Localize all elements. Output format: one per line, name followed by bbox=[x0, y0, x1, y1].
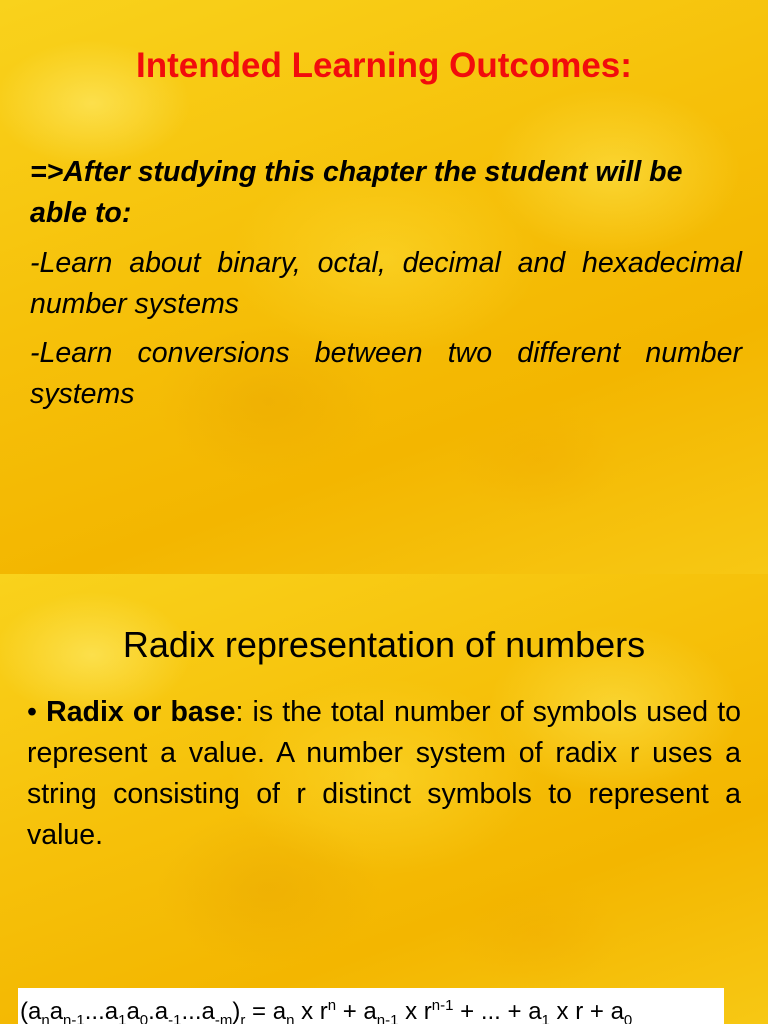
formula-part: .a bbox=[148, 998, 169, 1024]
formula-part: a bbox=[49, 998, 64, 1024]
outcomes-lead: =>After studying this chapter the student will be able to: bbox=[30, 156, 683, 229]
bullet: • bbox=[27, 696, 37, 728]
formula-superscript: n bbox=[327, 997, 337, 1014]
slide-title: Radix representation of numbers bbox=[122, 624, 646, 665]
formula-subscript: n bbox=[41, 1012, 50, 1024]
formula-subscript: -1 bbox=[168, 1012, 182, 1024]
formula-subscript: r bbox=[240, 1012, 246, 1024]
outcome-item: -Learn conversions between two different number systems bbox=[30, 337, 742, 410]
formula-subscript: -m bbox=[214, 1012, 233, 1024]
formula-part: x r + a bbox=[549, 998, 624, 1024]
formula-part: + a bbox=[336, 998, 377, 1024]
formula-subscript: 0 bbox=[139, 1012, 149, 1024]
formula-subscript: 0 bbox=[623, 1012, 633, 1024]
formula-part: + ... + a bbox=[453, 998, 542, 1024]
formula-superscript: n-1 bbox=[431, 997, 454, 1014]
formula-part: ) bbox=[232, 998, 241, 1024]
formula-part: ...a bbox=[181, 998, 215, 1024]
radix-formula bbox=[18, 988, 724, 1024]
formula-part: x r bbox=[294, 998, 328, 1024]
formula-part: a bbox=[126, 998, 140, 1024]
formula-part: (a bbox=[20, 998, 42, 1024]
formula-subscript: 1 bbox=[118, 1012, 127, 1024]
radix-definition-text: : is the total number of symbols used to represent a value. A number system of radix r uses a string consisting of r distinct symbols to represent a value. bbox=[27, 696, 742, 851]
formula-part: x r bbox=[398, 998, 432, 1024]
formula-subscript: n-1 bbox=[376, 1012, 399, 1024]
radix-term: Radix or base bbox=[46, 696, 236, 728]
formula-part: = a bbox=[245, 998, 287, 1024]
outcome-item: -Learn about binary, octal, decimal and hexadecimal number systems bbox=[30, 247, 742, 320]
slide-title: Intended Learning Outcomes: bbox=[136, 46, 632, 85]
formula-subscript: n-1 bbox=[63, 1012, 85, 1024]
slide-radix-representation bbox=[0, 574, 768, 1024]
formula-subscript: n bbox=[286, 1012, 295, 1024]
formula-subscript: 1 bbox=[541, 1012, 550, 1024]
radix-definition bbox=[27, 692, 741, 856]
formula-part: ...a bbox=[84, 998, 119, 1024]
